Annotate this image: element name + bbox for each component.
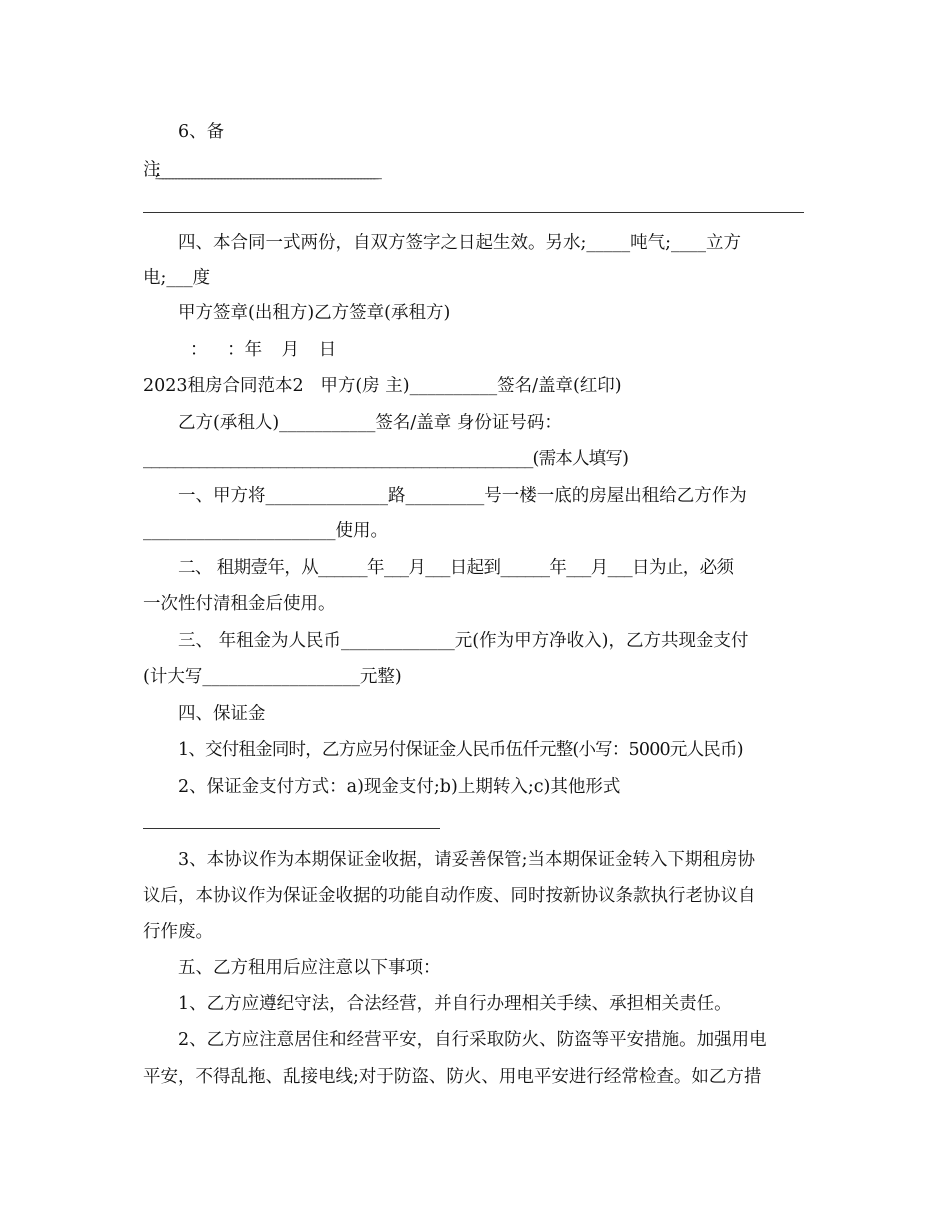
- doc-line: 注;____________________________________________________________________: [143, 160, 377, 180]
- doc-line: 一次性付清租金后使用。: [143, 594, 336, 614]
- doc-line: ： ：年 月 日: [190, 340, 337, 360]
- doc-line: ______________________使用。: [143, 521, 388, 541]
- doc-line: 1、乙方应遵纪守法，合法经营，并自行办理相关手续、承担相关责任。: [178, 994, 732, 1014]
- doc-line: _________________________________________________(需本人填写): [143, 449, 629, 469]
- doc-line: 三、 年租金为人民币_____________元(作为甲方净收入)，乙方共现金支付: [178, 631, 749, 651]
- doc-line: 2023租房合同范本2 甲方(房 主)__________签名/盖章(红印): [143, 376, 622, 396]
- doc-line: (计大写__________________元整): [143, 667, 402, 687]
- doc-line: 乙方(承租人)___________签名/盖章 身份证号码：: [178, 413, 562, 433]
- doc-line: 五、乙方租用后应注意以下事项：: [178, 958, 441, 978]
- doc-line: 2、保证金支付方式：a)现金支付;b)上期转入;c)其他形式: [178, 777, 621, 797]
- doc-line: 电;___度: [143, 268, 211, 288]
- doc-line: 议后，本协议作为保证金收据的功能自动作废、同时按新协议条款执行老协议自: [143, 886, 756, 906]
- doc-line: 6、备: [178, 122, 225, 142]
- doc-line: 甲方签章(出租方)乙方签章(承租方): [178, 303, 451, 323]
- blank-rule: [143, 212, 804, 213]
- blank-rule: [143, 828, 440, 829]
- doc-line: 四、本合同一式两份，自双方签字之日起生效。另水;_____吨气;____立方: [178, 233, 742, 253]
- doc-line: 一、甲方将______________路_________号一楼一底的房屋出租给乙方作为: [178, 486, 747, 506]
- doc-line: 四、保证金: [178, 704, 266, 724]
- doc-line: 二、 租期壹年，从______年___月___日起到______年___月___日为止，必须: [178, 558, 734, 578]
- doc-line: 2、乙方应注意居住和经营平安，自行采取防火、防盗等平安措施。加强用电: [178, 1030, 767, 1050]
- doc-line: 3、本协议作为本期保证金收据，请妥善保管;当本期保证金转入下期租房协: [178, 850, 756, 870]
- doc-line: 平安，不得乱拖、乱接电线;对于防盗、防火、用电平安进行经常检查。如乙方措: [143, 1067, 762, 1087]
- doc-line: 行作废。: [143, 922, 213, 942]
- doc-line: 1、交付租金同时，乙方应另付保证金人民币伍仟元整(小写：5000元人民币): [178, 740, 743, 760]
